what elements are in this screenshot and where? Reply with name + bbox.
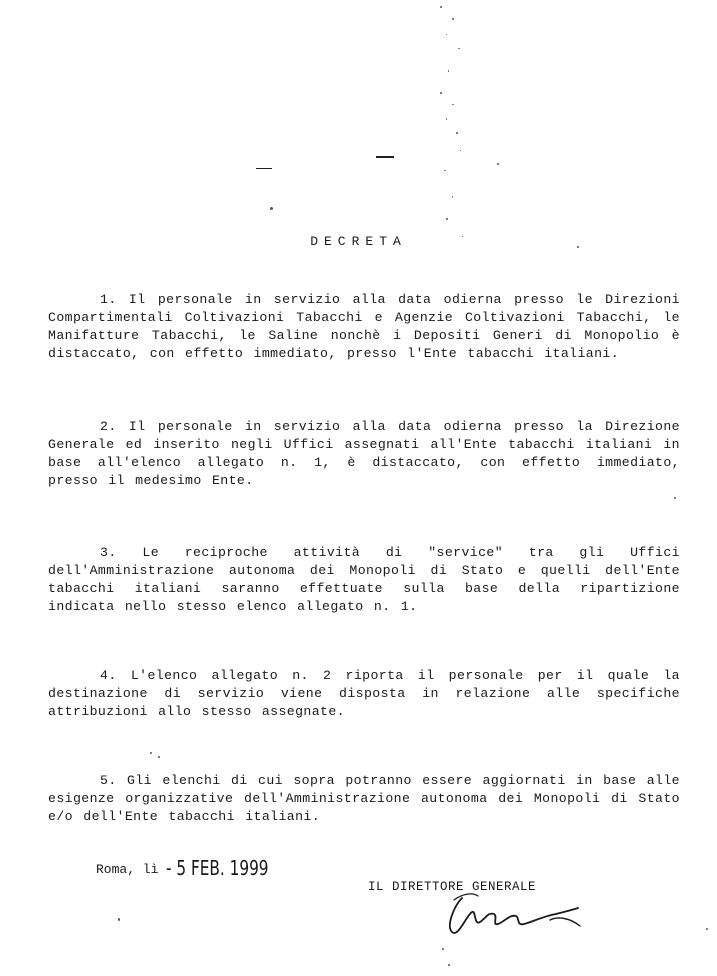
scan-mark — [256, 168, 272, 169]
signature-image — [432, 886, 592, 942]
paragraph-4 — [48, 667, 680, 721]
scan-mark — [376, 156, 394, 158]
paragraph-number: 2. — [100, 419, 117, 434]
paragraph-number: 1. — [100, 292, 117, 307]
paragraph-text: L'elenco allegato n. 2 riporta il personale per il quale la destinazione di servizio viene disposta in relazione alle specifiche attribuzioni allo stesso assegnate. — [48, 668, 680, 719]
paragraph-number: 4. — [100, 668, 117, 683]
document-title: DECRETA — [310, 234, 407, 249]
place-label: Roma, lì — [96, 862, 159, 877]
paragraph-number: 3. — [100, 545, 117, 560]
paragraph-5 — [48, 772, 680, 826]
paragraph-text: Il personale in servizio alla data odierna presso le Direzioni Compartimentali Coltivazioni Tabacchi e Agenzie Coltivazioni Tabacchi, le Manifatture Tabacchi, le Saline nonchè i Depositi Generi di Monopolio è distaccato, con effetto immediato, presso l'Ente tabacchi italiani. — [48, 292, 680, 361]
paragraph-1 — [48, 291, 680, 363]
paragraph-text: Gli elenchi di cui sopra potranno essere aggiornati in base alle esigenze organizzative dell'Amministrazione autonoma dei Monopoli di Stato e/o dell'Ente tabacchi italiani. — [48, 773, 680, 824]
paragraph-text: Il personale in servizio alla data odierna presso la Direzione Generale ed inserito negli Uffici assegnati all'Ente tabacchi italiani in base all'elenco allegato n. 1, è distaccato, con effetto immediato, presso il medesimo Ente. — [48, 419, 680, 488]
paragraph-3 — [48, 544, 680, 616]
signer-title: IL DIRETTORE GENERALE — [368, 880, 537, 894]
paragraph-number: 5. — [100, 773, 117, 788]
paragraph-text: Le reciproche attività di "service" tra gli Uffici dell'Amministrazione autonoma dei Monopoli di Stato e quelli dell'Ente tabacchi italiani saranno effettuate sulla base della ripartizione indicata nello stesso elenco allegato n. 1. — [48, 545, 680, 614]
paragraph-2 — [48, 418, 680, 490]
place-date-line — [96, 856, 287, 880]
date-stamp: - 5 FEB. 1999 — [166, 856, 269, 880]
